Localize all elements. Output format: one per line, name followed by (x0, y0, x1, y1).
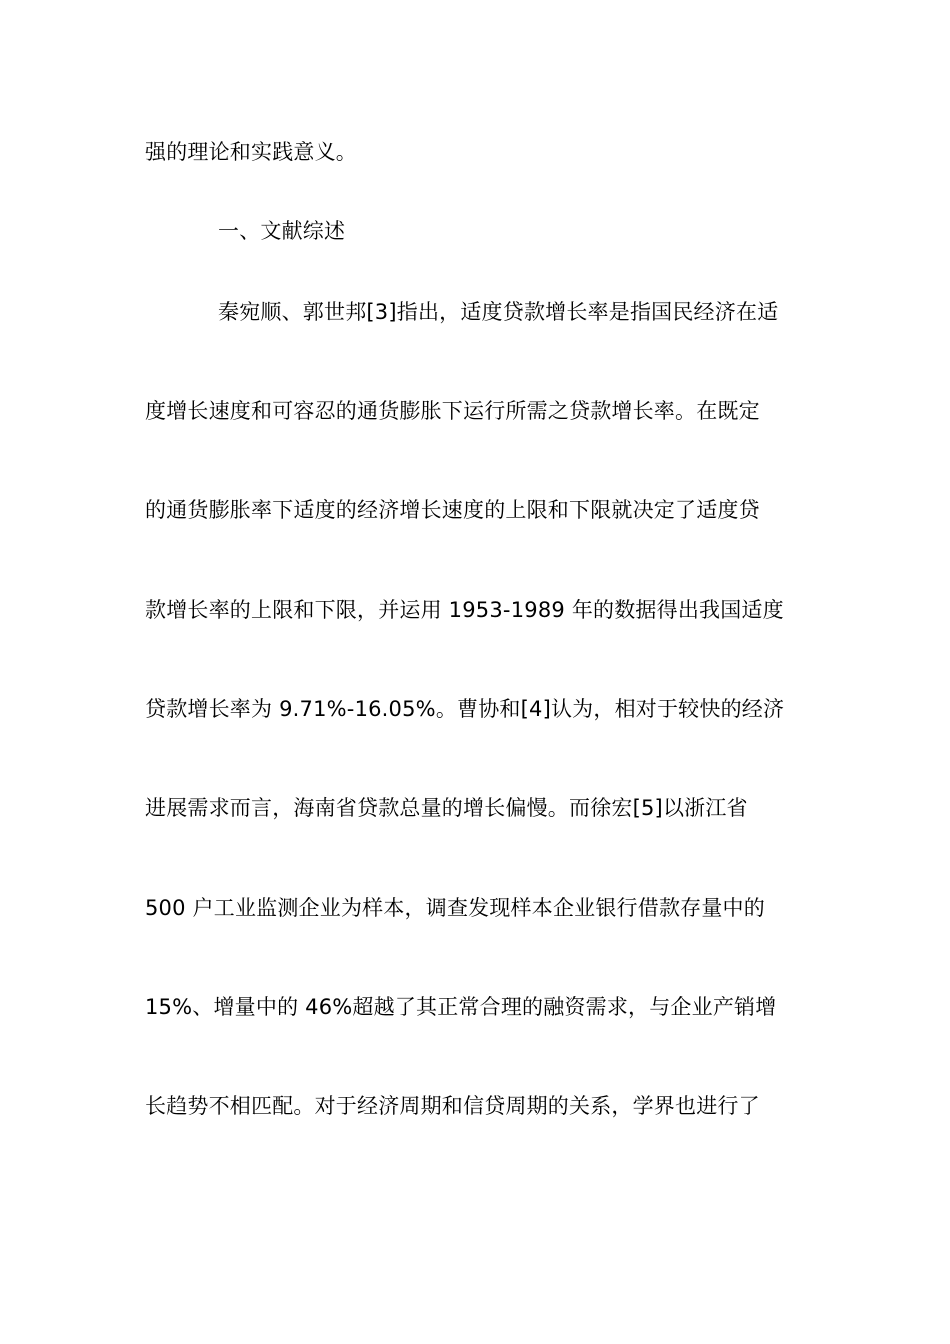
text-line-4: 度增长速度和可容忍的通货膨胀下运行所需之贷款增长率。在既定 (145, 399, 760, 423)
text-line-5: 的通货膨胀率下适度的经济增长速度的上限和下限就决定了适度贷 (145, 498, 760, 522)
text-line-7: 贷款增长率为 9.71%-16.05%。曹协和[4]认为，相对于较快的经济 (145, 697, 785, 721)
section-heading: 一、文献综述 (218, 219, 346, 243)
text-line-10: 15%、增量中的 46%超越了其正常合理的融资需求，与企业产销增 (145, 995, 777, 1019)
text-line-3: 秦宛顺、郭世邦[3]指出，适度贷款增长率是指国民经济在适 (218, 300, 779, 324)
text-line-9: 500 户工业监测企业为样本，调查发现样本企业银行借款存量中的 (145, 896, 765, 920)
text-line-11: 长趋势不相匹配。对于经济周期和信贷周期的关系，学界也进行了 (145, 1094, 760, 1118)
text-line-8: 进展需求而言，海南省贷款总量的增长偏慢。而徐宏[5]以浙江省 (145, 796, 748, 820)
text-line-1: 强的理论和实践意义。 (145, 140, 357, 164)
text-line-6: 款增长率的上限和下限，并运用 1953-1989 年的数据得出我国适度 (145, 598, 784, 622)
